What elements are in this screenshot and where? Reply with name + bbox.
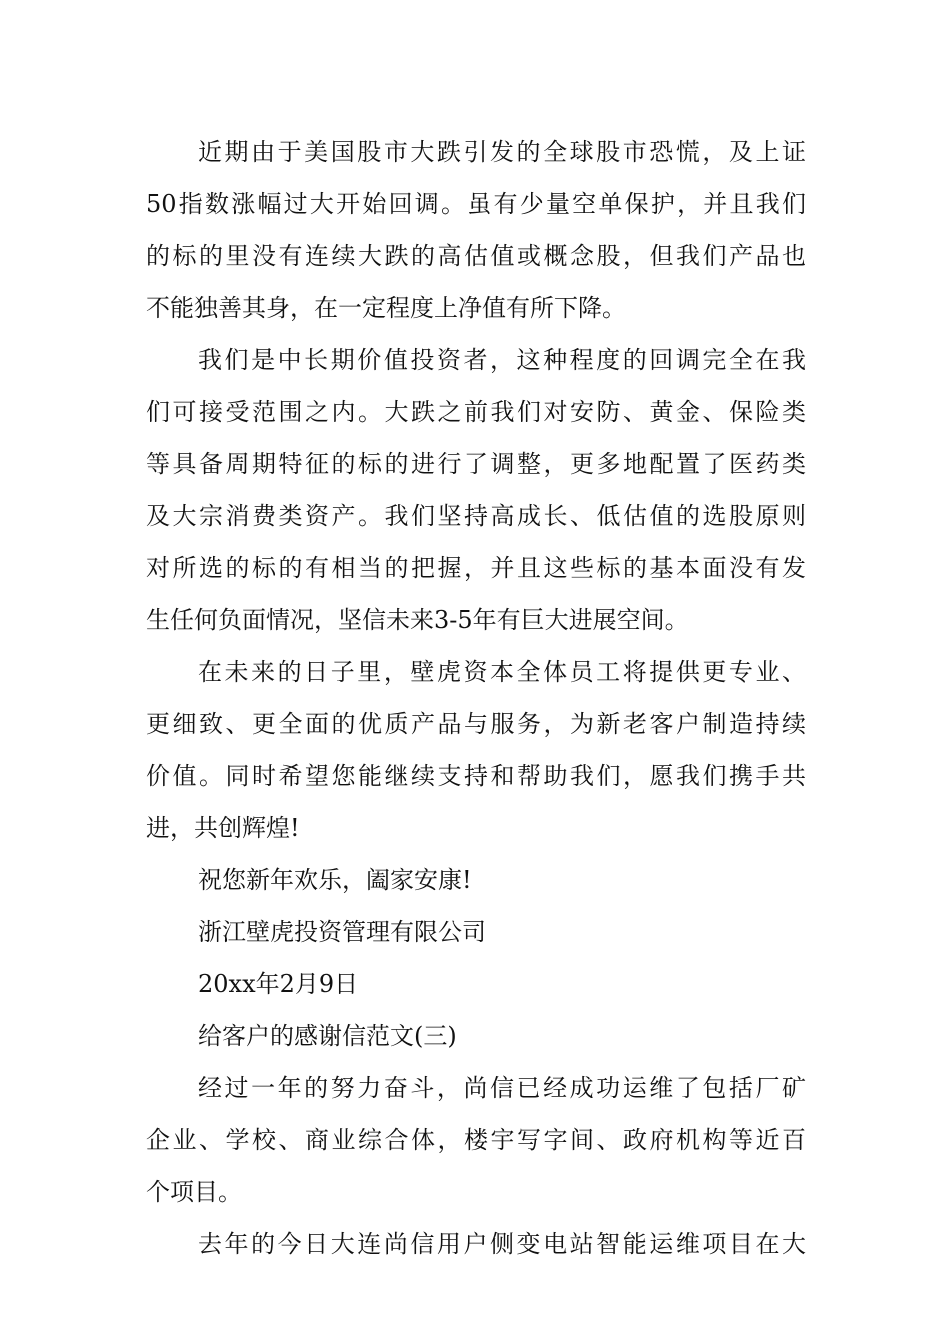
text-line: 不能独善其身，在一定程度上净值有所下降。: [146, 294, 626, 322]
text-line: 的标的里没有连续大跌的高估值或概念股，但我们产品也: [146, 242, 806, 270]
text-line: 50指数涨幅过大开始回调。虽有少量空单保护，并且我们: [146, 190, 806, 218]
section-title: 给客户的感谢信范文(三): [198, 1022, 457, 1050]
letter-date: 20xx年2月9日: [198, 970, 359, 998]
text-line: 在未来的日子里，壁虎资本全体员工将提供更专业、: [198, 658, 806, 686]
greeting-line: 祝您新年欢乐，阖家安康!: [198, 866, 472, 894]
text-line: 生任何负面情况，坚信未来3-5年有巨大进展空间。: [146, 606, 689, 634]
text-line: 企业、学校、商业综合体，楼宇写字间、政府机构等近百: [146, 1126, 806, 1154]
text-line: 去年的今日大连尚信用户侧变电站智能运维项目在大: [198, 1230, 806, 1258]
text-line: 等具备周期特征的标的进行了调整，更多地配置了医药类: [146, 450, 806, 478]
text-line: 对所选的标的有相当的把握，并且这些标的基本面没有发: [146, 554, 806, 582]
text-line: 我们是中长期价值投资者，这种程度的回调完全在我: [198, 346, 806, 374]
text-line: 进，共创辉煌!: [146, 814, 300, 842]
text-line: 及大宗消费类资产。我们坚持高成长、低估值的选股原则: [146, 502, 806, 530]
text-line: 更细致、更全面的优质产品与服务，为新老客户制造持续: [146, 710, 806, 738]
letter-body: [146, 126, 806, 1270]
text-line: 近期由于美国股市大跌引发的全球股市恐慌，及上证: [198, 138, 806, 166]
text-line: 个项目。: [146, 1178, 242, 1206]
company-signature: 浙江壁虎投资管理有限公司: [198, 918, 486, 946]
text-line: 价值。同时希望您能继续支持和帮助我们，愿我们携手共: [146, 762, 806, 790]
text-line: 们可接受范围之内。大跌之前我们对安防、黄金、保险类: [146, 398, 806, 426]
text-line: 经过一年的努力奋斗，尚信已经成功运维了包括厂矿: [198, 1074, 806, 1102]
